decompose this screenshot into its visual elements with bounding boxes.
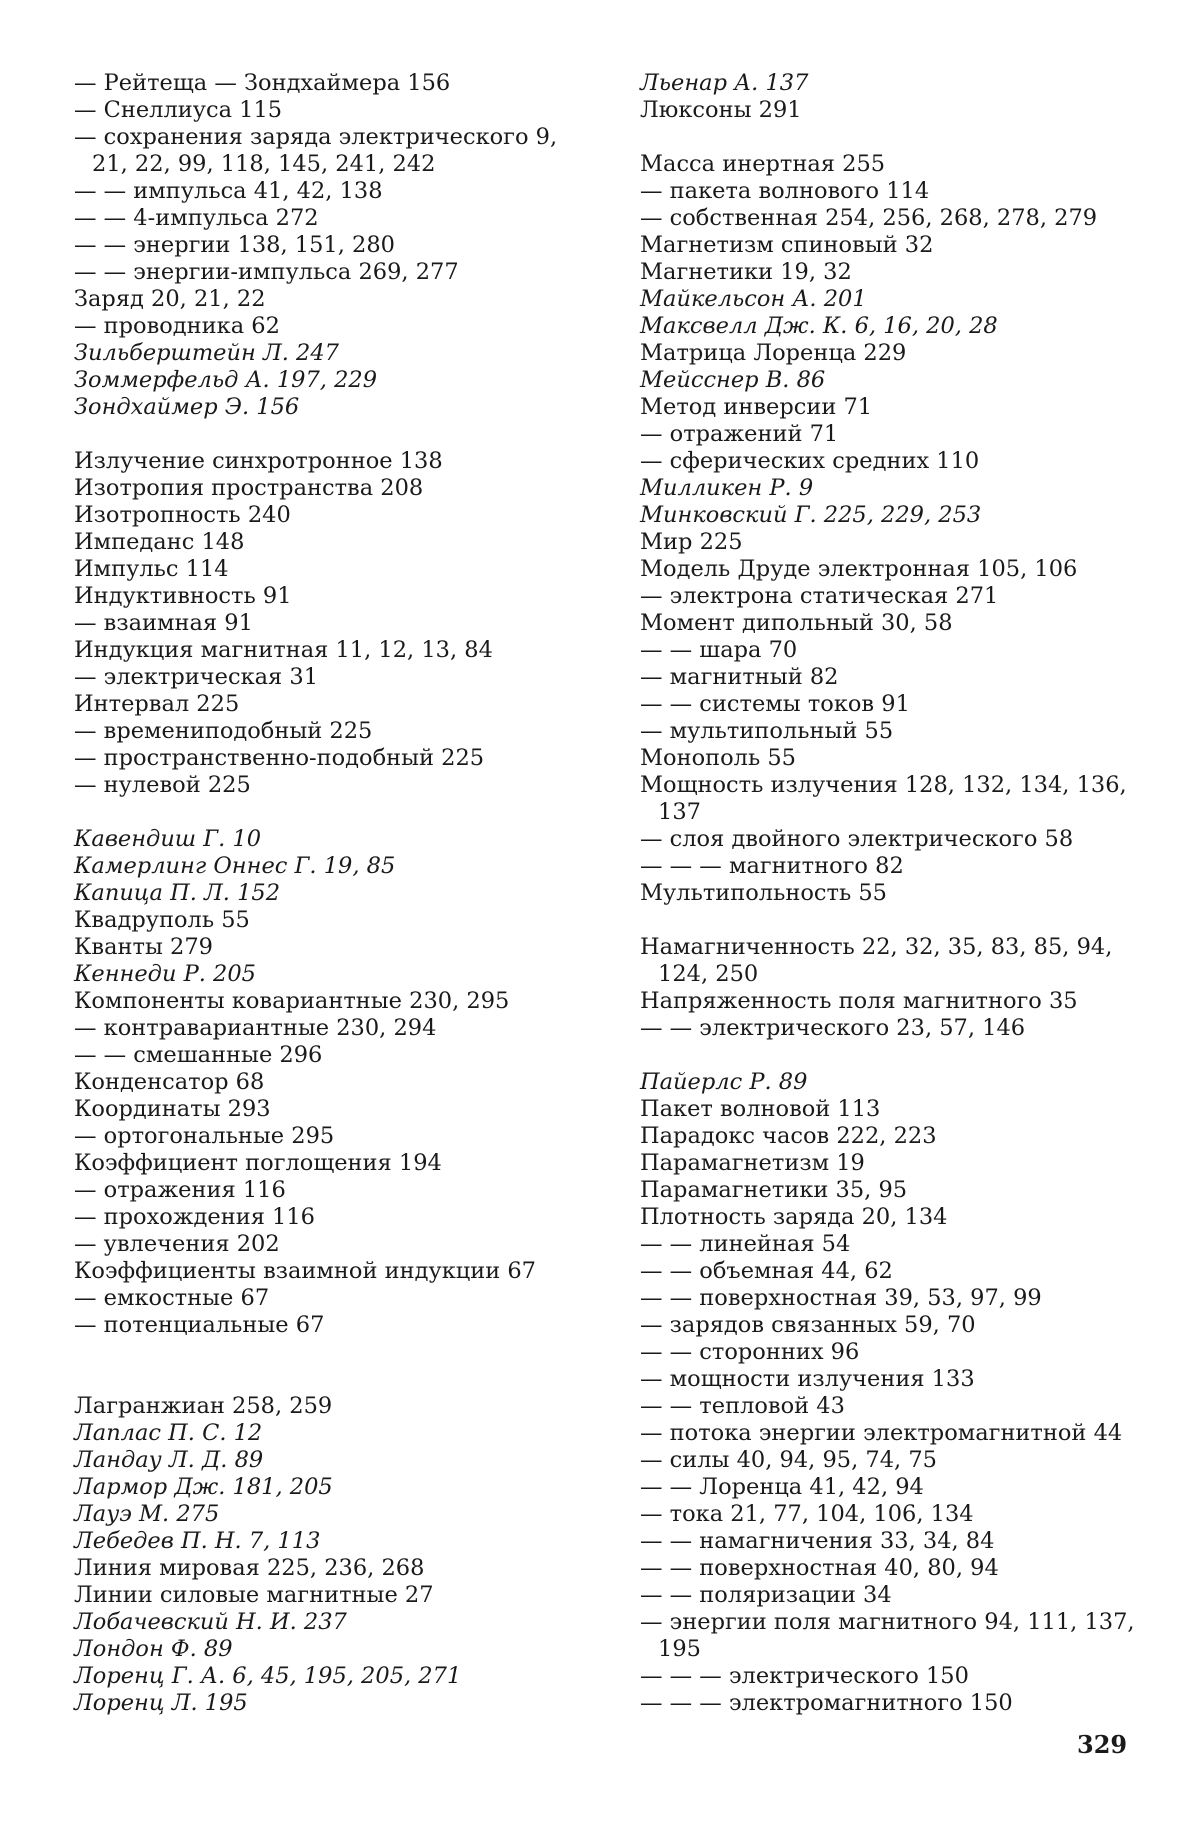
index-spacer (640, 1042, 1140, 1069)
index-entry: Магнетики 19, 32 (640, 259, 852, 285)
index-entry: Линия мировая 225, 236, 268 (74, 1555, 425, 1581)
index-entry: — — электрического 23, 57, 146 (640, 1015, 1026, 1041)
index-entry-name: Лаплас П. С. 12 (74, 1420, 263, 1446)
index-entry-name: Лоренц Г. А. 6, 45, 195, 205, 271 (74, 1663, 462, 1689)
index-entry: Мультипольность 55 (640, 880, 887, 906)
index-entry: Импульс 114 (74, 556, 229, 582)
index-entry-name: Лауэ М. 275 (74, 1501, 220, 1527)
index-entry: — пакета волнового 114 (640, 178, 930, 204)
index-entry-name: Льенар А. 137 (640, 70, 809, 96)
index-entry: — Рейтеща — Зондхаймера 156 (74, 70, 451, 96)
index-entry: Магнетизм спиновый 32 (640, 232, 934, 258)
index-entry: Момент дипольный 30, 58 (640, 610, 953, 636)
index-entry-name: Ландау Л. Д. 89 (74, 1447, 264, 1473)
index-entry: Интервал 225 (74, 691, 240, 717)
index-entry: — прохождения 116 (74, 1204, 315, 1230)
index-entry: Индукция магнитная 11, 12, 13, 84 (74, 637, 493, 663)
index-entry: Излучение синхротронное 138 (74, 448, 443, 474)
index-entry-name: Максвелл Дж. К. 6, 16, 20, 28 (640, 313, 998, 339)
index-entry-name: Милликен Р. 9 (640, 475, 814, 501)
index-entry: Метод инверсии 71 (640, 394, 873, 420)
index-entry: — — смешанные 296 (74, 1042, 323, 1068)
index-entry: Модель Друде электронная 105, 106 (640, 556, 1078, 582)
index-entry: — энергии поля магнитного 94, 111, 137, 195 (640, 1609, 1142, 1662)
index-entry: Матрица Лоренца 229 (640, 340, 907, 366)
index-entry: — увлечения 202 (74, 1231, 280, 1257)
index-spacer (74, 1339, 574, 1393)
index-entry: — потока энергии электромагнитной 44 (640, 1420, 1123, 1446)
index-entry: — — шара 70 (640, 637, 798, 663)
index-entry: — взаимная 91 (74, 610, 253, 636)
index-entry: — — энергии 138, 151, 280 (74, 232, 395, 258)
index-entry: Монополь 55 (640, 745, 796, 771)
index-spacer (74, 799, 574, 826)
index-entry: — — системы токов 91 (640, 691, 910, 717)
index-entry-name: Камерлинг Оннес Г. 19, 85 (74, 853, 396, 879)
index-entry: Индуктивность 91 (74, 583, 292, 609)
index-entry-name: Мейсснер В. 86 (640, 367, 826, 393)
index-entry: — собственная 254, 256, 268, 278, 279 (640, 205, 1098, 231)
index-entry: — силы 40, 94, 95, 74, 75 (640, 1447, 937, 1473)
index-column-right (640, 70, 1140, 1717)
index-entry: Пакет волновой 113 (640, 1096, 881, 1122)
index-entry-name: Лондон Ф. 89 (74, 1636, 233, 1662)
index-entry: — электрона статическая 271 (640, 583, 999, 609)
index-entry: Парамагнетизм 19 (640, 1150, 865, 1176)
index-entry: Импеданс 148 (74, 529, 245, 555)
index-entry: — — энергии-импульса 269, 277 (74, 259, 459, 285)
index-entry: — — поляризации 34 (640, 1582, 892, 1608)
index-entry: — Снеллиуса 115 (74, 97, 283, 123)
index-entry-name: Майкельсон А. 201 (640, 286, 867, 312)
index-entry: Люксоны 291 (640, 97, 802, 123)
index-entry: — — — электромагнитного 150 (640, 1690, 1013, 1716)
index-entry: — отражения 116 (74, 1177, 286, 1203)
index-entry: Мир 225 (640, 529, 743, 555)
index-entry: Координаты 293 (74, 1096, 271, 1122)
index-entry: — отражений 71 (640, 421, 839, 447)
index-entry: — — сторонних 96 (640, 1339, 860, 1365)
index-entry: — — 4-импульса 272 (74, 205, 319, 231)
index-entry: — — объемная 44, 62 (640, 1258, 893, 1284)
index-entry: Парамагнетики 35, 95 (640, 1177, 908, 1203)
index-entry: — пространственно-подобный 225 (74, 745, 485, 771)
index-entry-name: Лобачевский Н. И. 237 (74, 1609, 347, 1635)
index-entry-name: Пайерлс Р. 89 (640, 1069, 808, 1095)
index-entry-name: Зондхаймер Э. 156 (74, 394, 300, 420)
index-entry: Линии силовые магнитные 27 (74, 1582, 434, 1608)
index-entry: — — — магнитного 82 (640, 853, 904, 879)
index-entry: Напряженность поля магнитного 35 (640, 988, 1078, 1014)
index-entry-name: Лоренц Л. 195 (74, 1690, 248, 1716)
index-entry: Парадокс часов 222, 223 (640, 1123, 937, 1149)
index-entry: — — линейная 54 (640, 1231, 851, 1257)
index-entry: Кванты 279 (74, 934, 213, 960)
index-entry-name: Минковский Г. 225, 229, 253 (640, 502, 982, 528)
index-entry: Коэффициенты взаимной индукции 67 (74, 1258, 536, 1284)
index-entry: — — поверхностная 40, 80, 94 (640, 1555, 999, 1581)
index-entry: Изотропность 240 (74, 502, 291, 528)
index-entry: Квадруполь 55 (74, 907, 250, 933)
index-entry-name: Зоммерфельд А. 197, 229 (74, 367, 378, 393)
index-entry: Мощность излучения 128, 132, 134, 136, 137 (640, 772, 1134, 825)
index-entry: Масса инертная 255 (640, 151, 886, 177)
index-entry: Изотропия пространства 208 (74, 475, 424, 501)
index-entry: — тока 21, 77, 104, 106, 134 (640, 1501, 974, 1527)
index-entry-name: Кеннеди Р. 205 (74, 961, 256, 987)
index-entry: — потенциальные 67 (74, 1312, 325, 1338)
index-entry: Компоненты ковариантные 230, 295 (74, 988, 510, 1014)
index-spacer (640, 907, 1140, 934)
index-entry: — сохранения заряда электрического 9, 21, 22, 99, 118, 145, 241, 242 (74, 124, 565, 177)
index-entry: — нулевой 225 (74, 772, 251, 798)
index-entry: — — — электрического 150 (640, 1663, 969, 1689)
index-entry: — контравариантные 230, 294 (74, 1015, 437, 1041)
index-entry: — слоя двойного электрического 58 (640, 826, 1074, 852)
index-entry: — — тепловой 43 (640, 1393, 845, 1419)
index-entry: Намагниченность 22, 32, 35, 83, 85, 94, 124, 250 (640, 934, 1120, 987)
index-entry-name: Зильберштейн Л. 247 (74, 340, 339, 366)
index-entry-name: Лебедев П. Н. 7, 113 (74, 1528, 321, 1554)
index-entry: — магнитный 82 (640, 664, 839, 690)
index-spacer (74, 421, 574, 448)
index-entry: Коэффициент поглощения 194 (74, 1150, 442, 1176)
index-column-left (74, 70, 574, 1717)
index-entry: — емкостные 67 (74, 1285, 270, 1311)
index-spacer (640, 124, 1140, 151)
index-entry-name: Лармор Дж. 181, 205 (74, 1474, 333, 1500)
index-entry: — зарядов связанных 59, 70 (640, 1312, 976, 1338)
index-entry: Плотность заряда 20, 134 (640, 1204, 948, 1230)
index-entry: — электрическая 31 (74, 664, 319, 690)
index-entry: — времениподобный 225 (74, 718, 373, 744)
index-entry: — ортогональные 295 (74, 1123, 335, 1149)
index-entry: Лагранжиан 258, 259 (74, 1393, 333, 1419)
index-entry: — — импульса 41, 42, 138 (74, 178, 383, 204)
index-entry: — мультипольный 55 (640, 718, 894, 744)
index-entry-name: Капица П. Л. 152 (74, 880, 281, 906)
index-entry: — — поверхностная 39, 53, 97, 99 (640, 1285, 1042, 1311)
index-entry: — — Лоренца 41, 42, 94 (640, 1474, 924, 1500)
index-entry: — сферических средних 110 (640, 448, 980, 474)
index-entry: — — намагничения 33, 34, 84 (640, 1528, 995, 1554)
page-number: 329 (1077, 1730, 1128, 1759)
index-entry: Конденсатор 68 (74, 1069, 265, 1095)
index-entry-name: Кавендиш Г. 10 (74, 826, 262, 852)
index-entry: — проводника 62 (74, 313, 280, 339)
index-entry: — мощности излучения 133 (640, 1366, 975, 1392)
index-entry: Заряд 20, 21, 22 (74, 286, 266, 312)
